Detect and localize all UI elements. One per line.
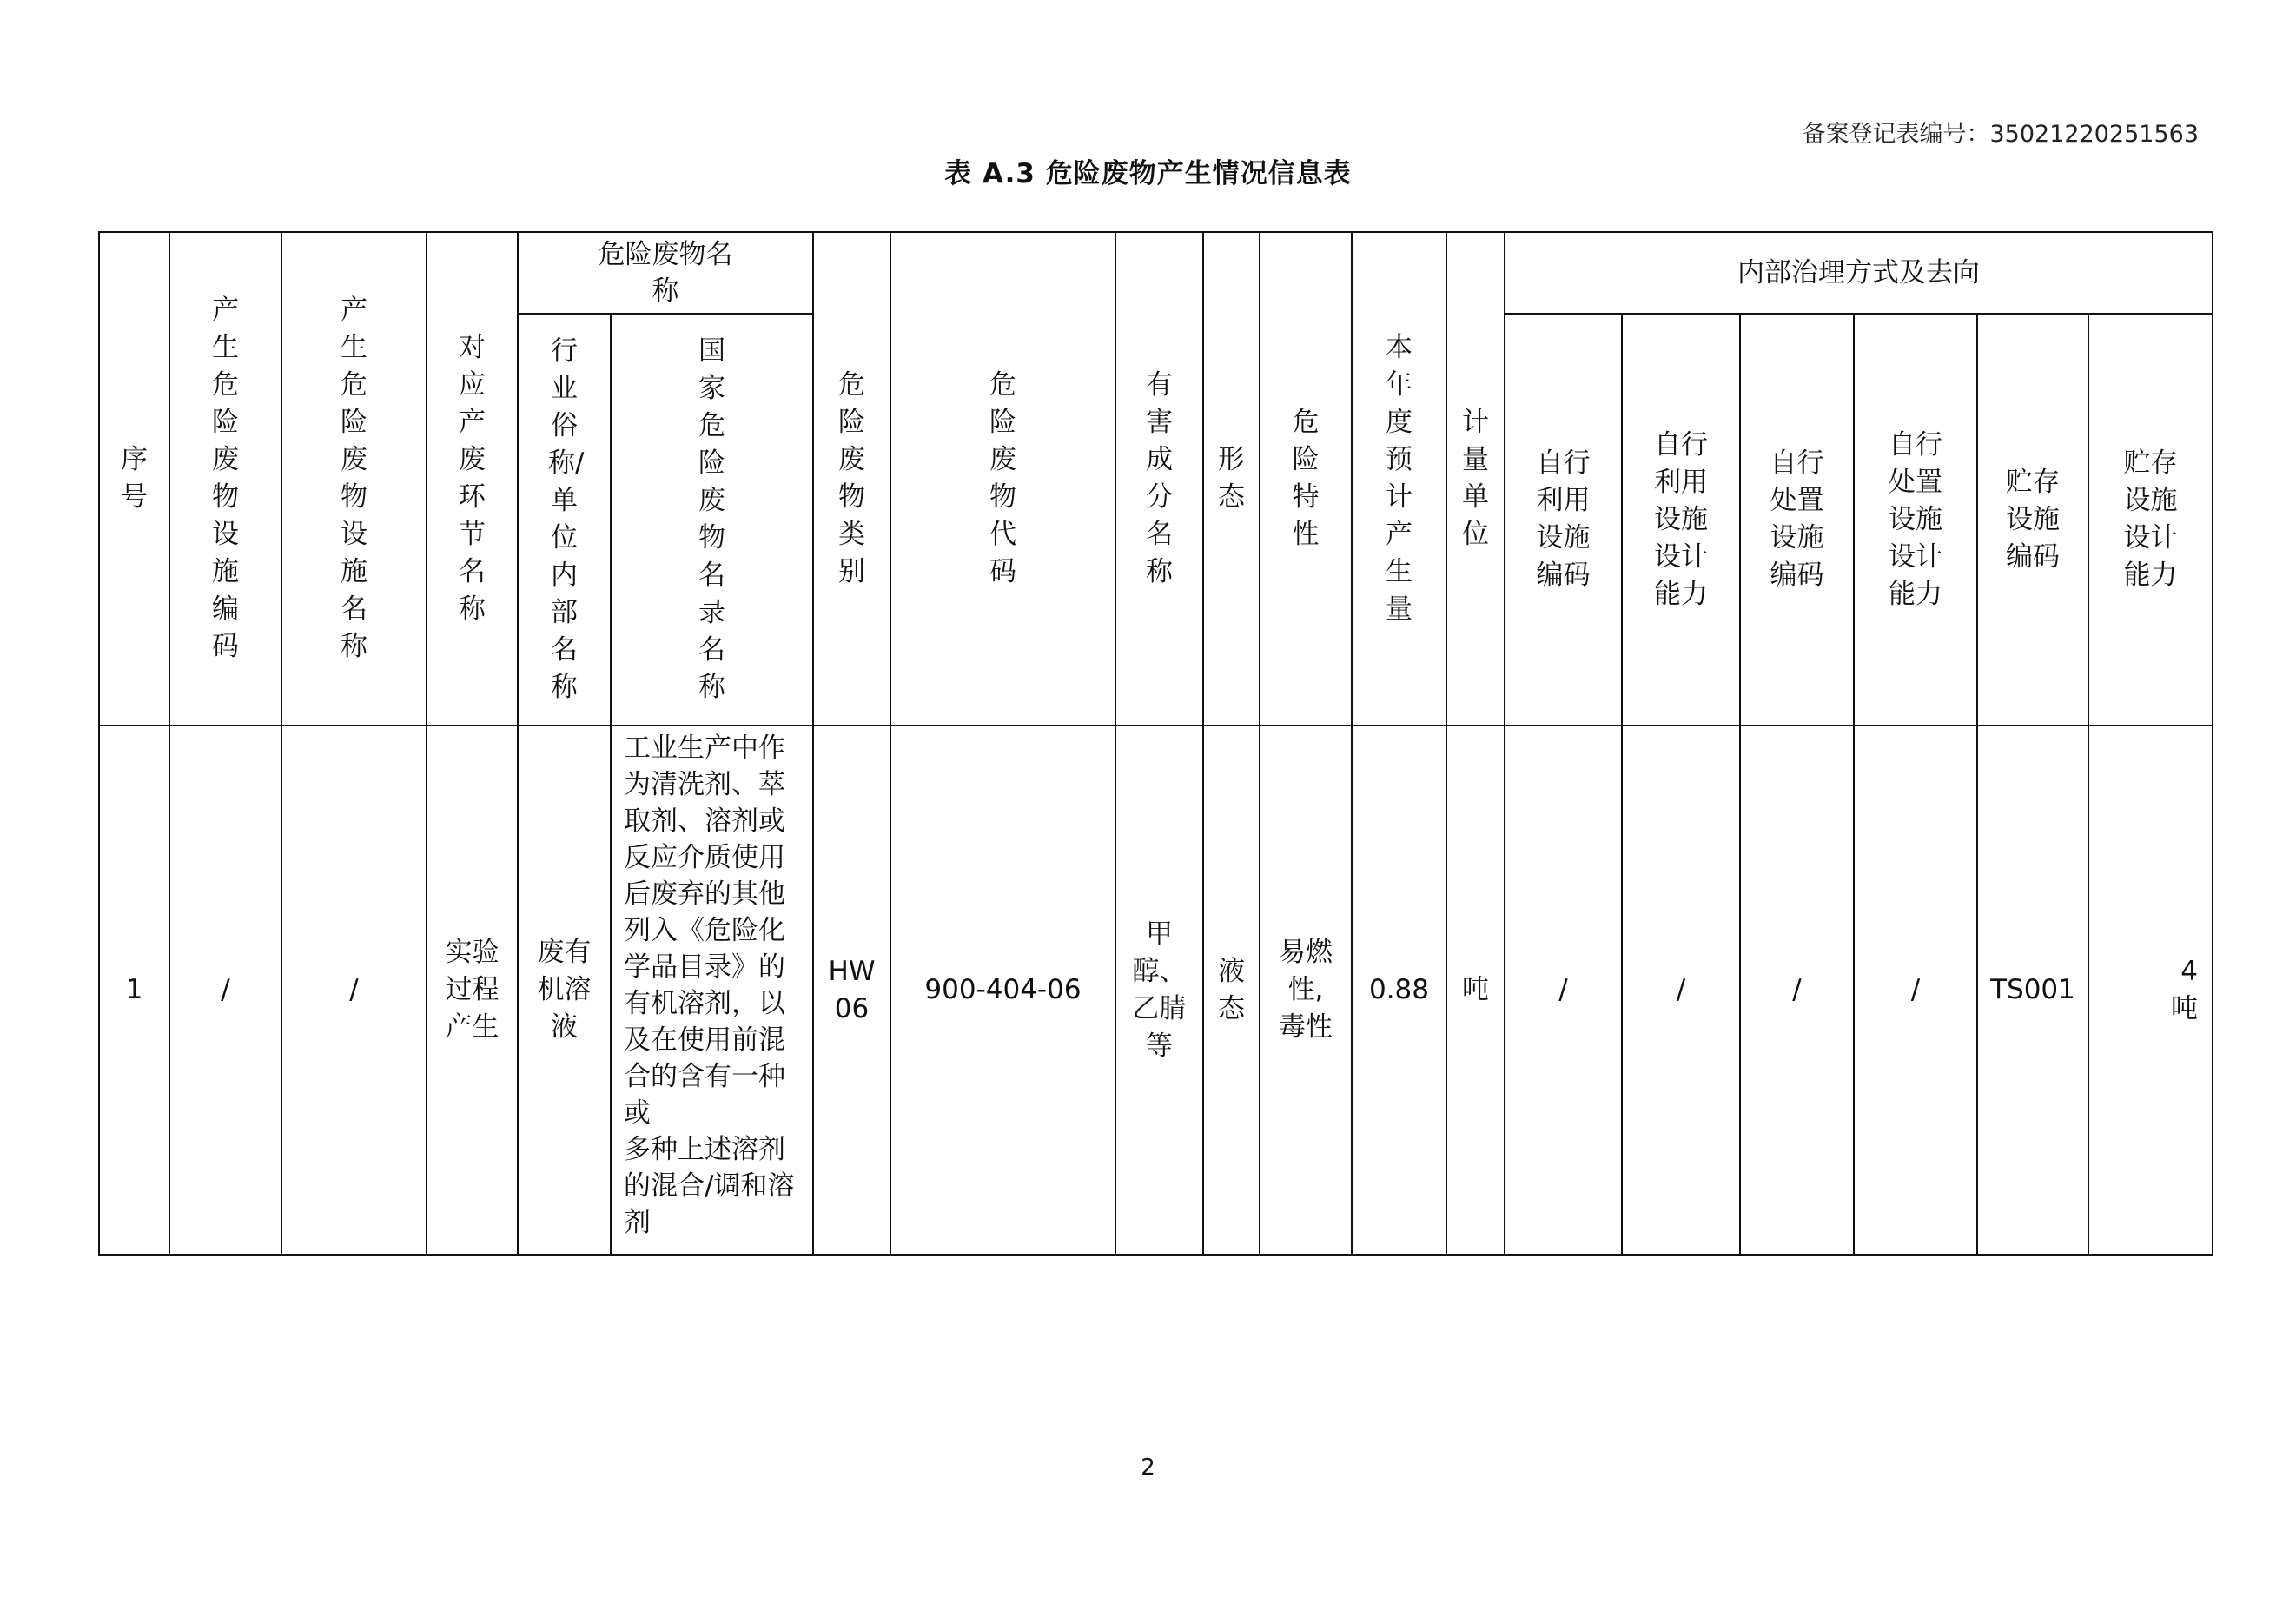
cell-annual: 0.88 — [1352, 726, 1446, 1255]
header-facility-code: 产生危险废物设施编码 — [169, 232, 281, 726]
header-process-name: 对应产废环节名称 — [427, 232, 518, 726]
cell-unit: 吨 — [1446, 726, 1505, 1255]
cell-category: HW06 — [813, 726, 890, 1255]
header-facility-name: 产生危险废物设施名称 — [281, 232, 427, 726]
cell-national-name — [611, 726, 813, 1255]
hazardous-waste-table — [98, 231, 2213, 1256]
header-unit: 计量单位 — [1446, 232, 1505, 726]
cell-industry-name: 废有机溶液 — [518, 726, 611, 1255]
header-storage-capacity: 贮存设施设计能力 — [2088, 314, 2213, 726]
header-internal-group: 内部治理方式及去向 — [1505, 232, 2213, 314]
table-row — [99, 726, 2213, 1255]
cell-storage-code: TS001 — [1977, 726, 2088, 1255]
cell-process-name: 实验过程产生 — [427, 726, 518, 1255]
header-waste-name-group: 危险废物名称 — [518, 232, 813, 314]
header-self-disposal-capacity: 自行处置设施设计能力 — [1854, 314, 1977, 726]
cell-seq: 1 — [99, 726, 169, 1255]
national-name-line-2: 多种上述溶剂的混合/调和溶剂 — [624, 1134, 795, 1238]
cell-harmful: 甲醇、乙腈等 — [1115, 726, 1203, 1255]
page-number: 2 — [1141, 1455, 1155, 1481]
cell-facility-code: / — [169, 726, 281, 1255]
storage-capacity-unit: 吨 — [2171, 992, 2199, 1024]
header-industry-name: 行业俗称/单位内部名称 — [518, 314, 611, 726]
registration-value: 35021220251563 — [1989, 121, 2199, 148]
header-self-use-capacity: 自行利用设施设计能力 — [1622, 314, 1740, 726]
cell-self-use-code: / — [1505, 726, 1622, 1255]
cell-facility-name: / — [281, 726, 427, 1255]
registration-label: 备案登记表编号： — [1802, 121, 1990, 148]
header-seq: 序号 — [99, 232, 169, 726]
storage-capacity-value: 4 — [2180, 955, 2199, 987]
registration-number — [1803, 115, 2200, 149]
header-national-name: 国家危险废物名录名称 — [611, 314, 813, 726]
header-self-use-code: 自行利用设施编码 — [1505, 314, 1622, 726]
header-self-disposal-code: 自行处置设施编码 — [1740, 314, 1854, 726]
cell-hazard: 易燃性,毒性 — [1260, 726, 1352, 1255]
header-category: 危险废物类别 — [813, 232, 890, 726]
header-hazard: 危险特性 — [1260, 232, 1352, 726]
cell-code: 900-404-06 — [890, 726, 1115, 1255]
header-annual: 本年度预计产生量 — [1352, 232, 1446, 726]
cell-self-disposal-code: / — [1740, 726, 1854, 1255]
national-name-line-1: 工业生产中作为清洗剂、萃取剂、溶剂或反应介质使用后废弃的其他列入《危险化学品目录》的有机溶剂，以及在使用前混合的含有一种或 — [624, 732, 785, 1129]
cell-storage-capacity — [2088, 726, 2213, 1255]
header-harmful: 有害成分名称 — [1115, 232, 1203, 726]
header-storage-code: 贮存设施编码 — [1977, 314, 2088, 726]
cell-form: 液态 — [1203, 726, 1260, 1255]
table-title: 表 A.3 危险废物产生情况信息表 — [944, 158, 1352, 189]
cell-self-disposal-capacity: / — [1854, 726, 1977, 1255]
cell-self-use-capacity: / — [1622, 726, 1740, 1255]
header-code: 危险废物代码 — [890, 232, 1115, 726]
header-form: 形态 — [1203, 232, 1260, 726]
